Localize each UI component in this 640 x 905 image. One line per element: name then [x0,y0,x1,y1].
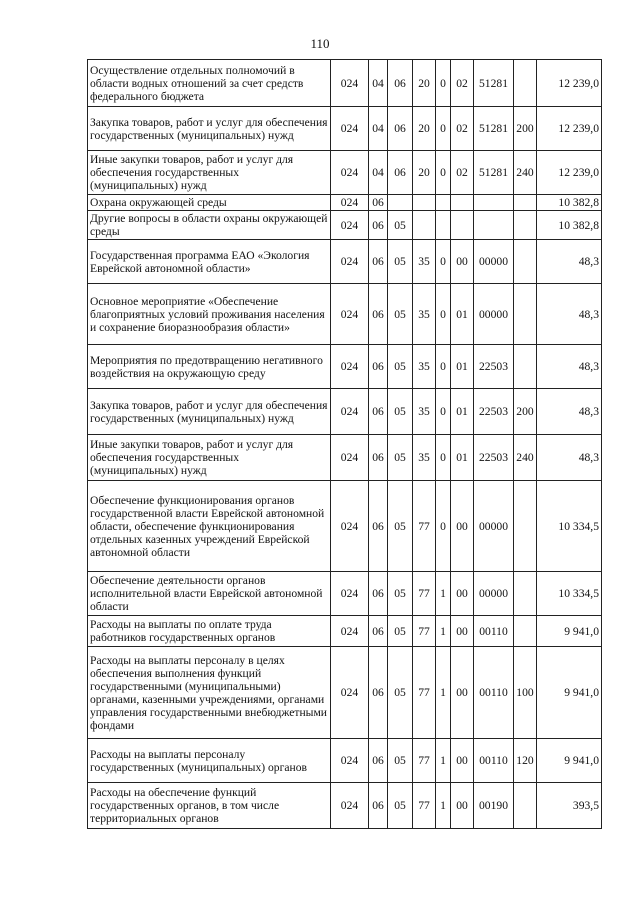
event-code: 01 [451,435,474,481]
event-code: 00 [451,647,474,739]
min-code: 024 [331,195,369,211]
subsection-code: 06 [388,107,413,151]
expense-type-code: 240 [514,151,537,195]
subprogram-code: 1 [436,572,451,616]
section-code: 06 [369,240,388,284]
section-code: 04 [369,107,388,151]
min-code: 024 [331,481,369,572]
subprogram-code: 0 [436,60,451,107]
expense-type-code [514,345,537,389]
subprogram-code: 0 [436,345,451,389]
program-code: 35 [413,389,436,435]
subsection-code: 06 [388,60,413,107]
event-code [451,211,474,240]
direction-code: 00000 [474,572,514,616]
min-code: 024 [331,60,369,107]
expense-type-code [514,211,537,240]
direction-code: 00110 [474,647,514,739]
direction-code [474,195,514,211]
program-code: 35 [413,345,436,389]
row-name: Основное мероприятие «Обеспечение благоприятных условий проживания населения и сохранение биоразнообразия области» [88,284,331,345]
min-code: 024 [331,345,369,389]
subsection-code: 05 [388,481,413,572]
expense-type-code [514,195,537,211]
amount: 9 941,0 [537,739,602,783]
amount: 48,3 [537,240,602,284]
table-row [88,345,602,389]
row-name: Закупка товаров, работ и услуг для обеспечения государственных (муниципальных) нужд [88,107,331,151]
event-code: 00 [451,481,474,572]
amount: 9 941,0 [537,616,602,647]
subsection-code: 05 [388,240,413,284]
row-name: Расходы на выплаты персоналу государственных (муниципальных) органов [88,739,331,783]
min-code: 024 [331,572,369,616]
program-code: 77 [413,616,436,647]
program-code [413,195,436,211]
program-code: 77 [413,783,436,829]
direction-code: 00190 [474,783,514,829]
page-number: 110 [310,36,330,51]
min-code: 024 [331,783,369,829]
row-name: Расходы на выплаты персоналу в целях обеспечения выполнения функций государственными (муниципальными) органами, казенными учреждениями, органами управления государственными внебюджетными фондами [88,647,331,739]
amount: 10 382,8 [537,195,602,211]
min-code: 024 [331,211,369,240]
row-name: Осуществление отдельных полномочий в области водных отношений за счет средств федерального бюджета [88,60,331,107]
event-code: 00 [451,572,474,616]
section-code: 06 [369,647,388,739]
budget-table [87,59,602,829]
section-code: 06 [369,739,388,783]
subprogram-code: 0 [436,284,451,345]
subprogram-code: 1 [436,783,451,829]
section-code: 06 [369,435,388,481]
subsection-code: 05 [388,284,413,345]
amount: 48,3 [537,345,602,389]
event-code: 02 [451,60,474,107]
program-code: 77 [413,572,436,616]
min-code: 024 [331,389,369,435]
event-code: 02 [451,107,474,151]
subsection-code: 05 [388,616,413,647]
program-code: 35 [413,284,436,345]
expense-type-code [514,616,537,647]
expense-type-code: 200 [514,389,537,435]
table-row [88,240,602,284]
event-code: 02 [451,151,474,195]
event-code: 01 [451,345,474,389]
amount: 10 334,5 [537,481,602,572]
amount: 393,5 [537,783,602,829]
row-name: Другие вопросы в области охраны окружающей среды [88,211,331,240]
section-code: 06 [369,211,388,240]
table-row [88,107,602,151]
subprogram-code [436,211,451,240]
expense-type-code [514,572,537,616]
subsection-code: 05 [388,389,413,435]
amount: 48,3 [537,435,602,481]
table-row [88,616,602,647]
table-row [88,647,602,739]
amount: 48,3 [537,389,602,435]
min-code: 024 [331,240,369,284]
subprogram-code: 1 [436,616,451,647]
row-name: Иные закупки товаров, работ и услуг для обеспечения государственных (муниципальных) нужд [88,435,331,481]
amount: 12 239,0 [537,151,602,195]
row-name: Обеспечение деятельности органов исполнительной власти Еврейской автономной области [88,572,331,616]
expense-type-code [514,60,537,107]
expense-type-code: 200 [514,107,537,151]
direction-code: 51281 [474,107,514,151]
direction-code: 00110 [474,616,514,647]
direction-code: 00110 [474,739,514,783]
expense-type-code: 120 [514,739,537,783]
subprogram-code: 1 [436,739,451,783]
direction-code: 22503 [474,389,514,435]
subprogram-code [436,195,451,211]
program-code: 20 [413,151,436,195]
direction-code: 00000 [474,284,514,345]
amount: 12 239,0 [537,60,602,107]
row-name: Государственная программа ЕАО «Экология Еврейской автономной области» [88,240,331,284]
program-code: 77 [413,481,436,572]
min-code: 024 [331,284,369,345]
event-code [451,195,474,211]
event-code: 00 [451,240,474,284]
subsection-code [388,195,413,211]
min-code: 024 [331,435,369,481]
amount: 9 941,0 [537,647,602,739]
subprogram-code: 0 [436,389,451,435]
expense-type-code [514,783,537,829]
direction-code: 00000 [474,240,514,284]
table-row [88,211,602,240]
direction-code: 51281 [474,60,514,107]
table-row [88,481,602,572]
section-code: 06 [369,616,388,647]
section-code: 06 [369,389,388,435]
expense-type-code [514,240,537,284]
direction-code: 51281 [474,151,514,195]
table-body [88,60,602,829]
expense-type-code: 100 [514,647,537,739]
subprogram-code: 0 [436,107,451,151]
table-row [88,739,602,783]
min-code: 024 [331,616,369,647]
section-code: 06 [369,481,388,572]
row-name: Охрана окружающей среды [88,195,331,211]
program-code: 35 [413,240,436,284]
event-code: 01 [451,284,474,345]
expense-type-code: 240 [514,435,537,481]
table-row [88,151,602,195]
table-row [88,60,602,107]
section-code: 06 [369,572,388,616]
program-code: 20 [413,107,436,151]
subsection-code: 05 [388,572,413,616]
table-row [88,284,602,345]
section-code: 06 [369,783,388,829]
row-name: Мероприятия по предотвращению негативного воздействия на окружающую среду [88,345,331,389]
direction-code [474,211,514,240]
program-code: 77 [413,739,436,783]
direction-code: 00000 [474,481,514,572]
min-code: 024 [331,107,369,151]
table-row [88,195,602,211]
section-code: 04 [369,151,388,195]
subprogram-code: 0 [436,240,451,284]
section-code: 06 [369,284,388,345]
direction-code: 22503 [474,435,514,481]
table-row [88,572,602,616]
subsection-code: 05 [388,345,413,389]
subprogram-code: 0 [436,435,451,481]
event-code: 00 [451,616,474,647]
expense-type-code [514,481,537,572]
program-code: 77 [413,647,436,739]
subsection-code: 05 [388,739,413,783]
event-code: 01 [451,389,474,435]
event-code: 00 [451,739,474,783]
subsection-code: 05 [388,647,413,739]
direction-code: 22503 [474,345,514,389]
subprogram-code: 1 [436,647,451,739]
min-code: 024 [331,151,369,195]
program-code: 35 [413,435,436,481]
min-code: 024 [331,647,369,739]
table-row [88,389,602,435]
subprogram-code: 0 [436,151,451,195]
row-name: Закупка товаров, работ и услуг для обеспечения государственных (муниципальных) нужд [88,389,331,435]
subsection-code: 05 [388,211,413,240]
amount: 12 239,0 [537,107,602,151]
table-row [88,435,602,481]
subprogram-code: 0 [436,481,451,572]
section-code: 06 [369,345,388,389]
amount: 10 382,8 [537,211,602,240]
subsection-code: 05 [388,435,413,481]
subsection-code: 06 [388,151,413,195]
min-code: 024 [331,739,369,783]
row-name: Расходы на обеспечение функций государственных органов, в том числе территориальных органов [88,783,331,829]
section-code: 04 [369,60,388,107]
program-code: 20 [413,60,436,107]
section-code: 06 [369,195,388,211]
program-code [413,211,436,240]
subsection-code: 05 [388,783,413,829]
event-code: 00 [451,783,474,829]
row-name: Обеспечение функционирования органов государственной власти Еврейской автономной области, обеспечение функционирования отдельных казенных учреждений Еврейской автономной области [88,481,331,572]
amount: 10 334,5 [537,572,602,616]
expense-type-code [514,284,537,345]
row-name: Иные закупки товаров, работ и услуг для обеспечения государственных (муниципальных) нужд [88,151,331,195]
amount: 48,3 [537,284,602,345]
table-row [88,783,602,829]
row-name: Расходы на выплаты по оплате труда работников государственных органов [88,616,331,647]
